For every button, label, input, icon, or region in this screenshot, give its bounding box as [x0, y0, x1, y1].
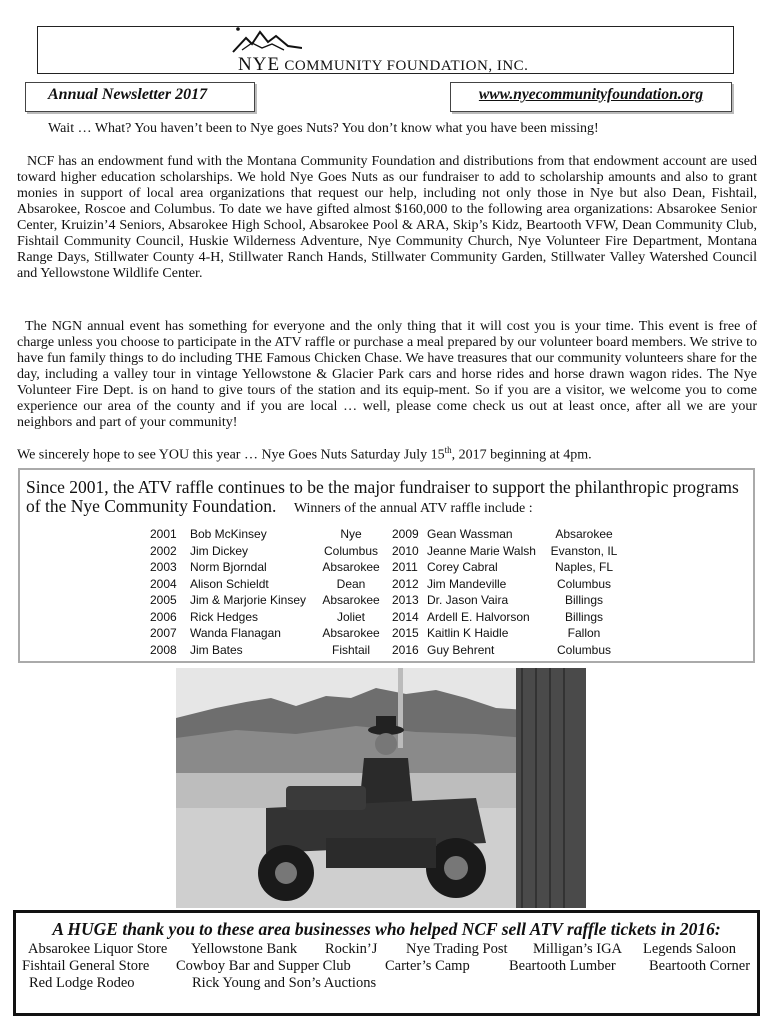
winners-list-left — [150, 526, 382, 658]
winner-row — [392, 576, 619, 593]
winner-year: 2005 — [150, 593, 177, 607]
invite-text-2: , 2017 beginning at 4pm. — [451, 447, 592, 463]
winner-name: Rick Hedges — [190, 609, 259, 624]
business-name: Absarokee Liquor Store — [28, 941, 168, 957]
winner-name: Jim Bates — [190, 642, 243, 657]
winner-town: Joliet — [336, 609, 365, 624]
business-name: Carter’s Camp — [385, 958, 470, 974]
winner-year: 2006 — [150, 609, 177, 624]
winner-town: Billings — [564, 609, 603, 624]
winner-row — [150, 609, 382, 626]
intro-text: Wait … What? You haven’t been to Nye goes Nuts? You don’t know what you have been missing! — [48, 121, 599, 136]
thank-you-box — [13, 910, 760, 1016]
winner-year: 2002 — [150, 543, 177, 558]
business-name: Legends Saloon — [643, 941, 737, 957]
logo-text — [238, 54, 528, 76]
foundation-logo — [232, 26, 532, 74]
winner-year: 2001 — [150, 527, 177, 541]
winner-name: Alison Schieldt — [190, 576, 269, 591]
business-name: Rick Young and Son’s Auctions — [192, 975, 377, 991]
winner-town: Absarokee — [322, 593, 380, 607]
winner-year: 2010 — [392, 543, 419, 558]
winner-year: 2009 — [392, 527, 419, 541]
winner-year: 2012 — [392, 576, 419, 591]
business-name: Milligan’s IGA — [533, 941, 623, 957]
winner-row — [392, 592, 619, 609]
winner-year: 2011 — [392, 560, 418, 574]
business-name: Nye Trading Post — [406, 941, 508, 957]
winner-name: Ardell E. Halvorson — [427, 609, 530, 624]
endowment-paragraph: NCF has an endowment fund with the Montana Community Foundation and distributions from that endowment account are used toward higher education scholarships. We hold Nye Goes Nuts as our fundraiser to add to scholarship amounts and also to grant monies in support of local area organizations that request our help, including not only those in Nye but also Dean, Fishtail, Absarokee, Roscoe and Columbus. To date we have gifted almost $160,000 to the following area organizations: Absarokee Senior Center, Kruizin’4 Seniors, Absarokee High School, Absarokee Pool & ARA, Skip’s Kidz, Beartooth VFW, Dean Community Club, Fishtail Community Council, Huskie Wilderness Adventure, Nye Community Church, Nye Volunteer Fire Department, Montana Range Days, Stillwater County 4-H, Stillwater Ranch Hands, Stillwater Community Garden, Stillwater Valley Watershed Council and Yellowstone Wildlife Center. — [17, 154, 757, 281]
winner-year: 2007 — [150, 626, 177, 640]
winner-row — [150, 526, 382, 543]
winners-label: Winners of the annual ATV raffle include : — [293, 501, 533, 516]
winner-row — [392, 543, 619, 560]
winner-year: 2008 — [150, 642, 177, 657]
winner-row — [392, 526, 619, 543]
winners-list-right — [392, 526, 619, 658]
invite-paragraph — [17, 442, 757, 464]
business-name: Red Lodge Rodeo — [29, 975, 135, 991]
winner-name: Jim Mandeville — [427, 576, 507, 591]
business-name: Yellowstone Bank — [191, 941, 298, 957]
business-name: Beartooth Lumber — [509, 958, 616, 974]
winner-row — [150, 592, 382, 609]
winner-name: Bob McKinsey — [190, 527, 267, 541]
business-name: Cowboy Bar and Supper Club — [176, 958, 351, 974]
atv-winner-photo — [176, 668, 586, 908]
winner-row — [392, 559, 619, 576]
winner-name: Kaitlin K Haidle — [427, 626, 509, 640]
winner-town: Columbus — [323, 543, 379, 558]
winner-name: Dr. Jason Vaira — [427, 593, 509, 607]
winner-row — [150, 543, 382, 560]
winner-name: Corey Cabral — [427, 560, 498, 574]
winner-name: Gean Wassman — [427, 527, 513, 541]
winner-town: Columbus — [556, 576, 612, 591]
winner-row — [150, 642, 382, 659]
winner-name: Jim Dickey — [190, 543, 249, 558]
business-name: Beartooth Corner — [649, 958, 751, 974]
winner-town: Columbus — [556, 642, 612, 657]
winner-name: Jeanne Marie Walsh — [427, 543, 536, 558]
winner-town: Dean — [336, 576, 366, 591]
winner-row — [392, 609, 619, 626]
invite-text-1: We sincerely hope to see YOU this year … Nye Goes Nuts Saturday July 15 — [17, 447, 445, 463]
winner-town: Billings — [564, 593, 603, 607]
winner-town: Fishtail — [331, 642, 370, 657]
winner-name: Wanda Flanagan — [190, 626, 281, 640]
winner-name: Norm Bjorndal — [190, 560, 267, 574]
winner-year: 2003 — [150, 560, 177, 574]
winner-year: 2014 — [392, 609, 419, 624]
winner-row — [150, 559, 382, 576]
winner-town: Naples, FL — [554, 560, 614, 574]
winner-name: Jim & Marjorie Kinsey — [190, 593, 307, 607]
winner-town: Absarokee — [555, 527, 613, 541]
website-link[interactable]: www.nyecommunityfoundation.org — [450, 82, 732, 112]
winner-town: Evanston, IL — [550, 543, 618, 558]
winner-town: Absarokee — [322, 626, 380, 640]
winner-year: 2013 — [392, 593, 419, 607]
winner-row — [392, 625, 619, 642]
atv-heading — [26, 478, 751, 518]
winner-row — [392, 642, 619, 659]
winner-town: Fallon — [567, 626, 601, 640]
winner-town: Absarokee — [322, 560, 380, 574]
winner-name: Guy Behrent — [427, 642, 495, 657]
thank-you-title: A HUGE thank you to these area businesses who helped NCF sell ATV raffle tickets in 2016: — [52, 919, 721, 939]
business-name: Rockin’J — [325, 941, 378, 957]
event-paragraph: The NGN annual event has something for everyone and the only thing that it will cost you is your time. This event is free of charge unless you choose to participate in the ATV raffle or purchase a meal prepared by our volunteer board members. We strive to have fun family things to do including THE Famous Chicken Chase. We have treasures that our community volunteers share for the day, including a valley tour in vintage Yellowstone & Glacier Park cars and horse rides and horse drawn wagon rides. The Nye Volunteer Fire Dept. is on hand to give tours of the station and its equip-ment. So if you are a visitor, we welcome you to come experience our area of the county and if you are local … well, please come check us out at least once, after all we are your neighbors and part of your community! — [17, 319, 757, 430]
business-name: Fishtail General Store — [22, 958, 150, 974]
newsletter-label: Annual Newsletter 2017 — [25, 82, 255, 112]
atv-photo-illustration — [176, 668, 586, 908]
winner-town: Nye — [340, 527, 362, 541]
logo-nye: NYE — [238, 54, 281, 75]
winner-year: 2016 — [392, 642, 419, 657]
atv-raffle-box — [18, 468, 755, 663]
invite-sup: th — [444, 445, 452, 455]
winner-year: 2004 — [150, 576, 177, 591]
winner-year: 2015 — [392, 626, 419, 640]
winner-row — [150, 625, 382, 642]
logo-rest: COMMUNITY FOUNDATION, INC. — [284, 58, 529, 74]
winner-row — [150, 576, 382, 593]
atv-heading-text: Since 2001, the ATV raffle continues to be the major fundraiser to support the philanthropic programs of the Nye Community Foundation. — [26, 477, 739, 516]
